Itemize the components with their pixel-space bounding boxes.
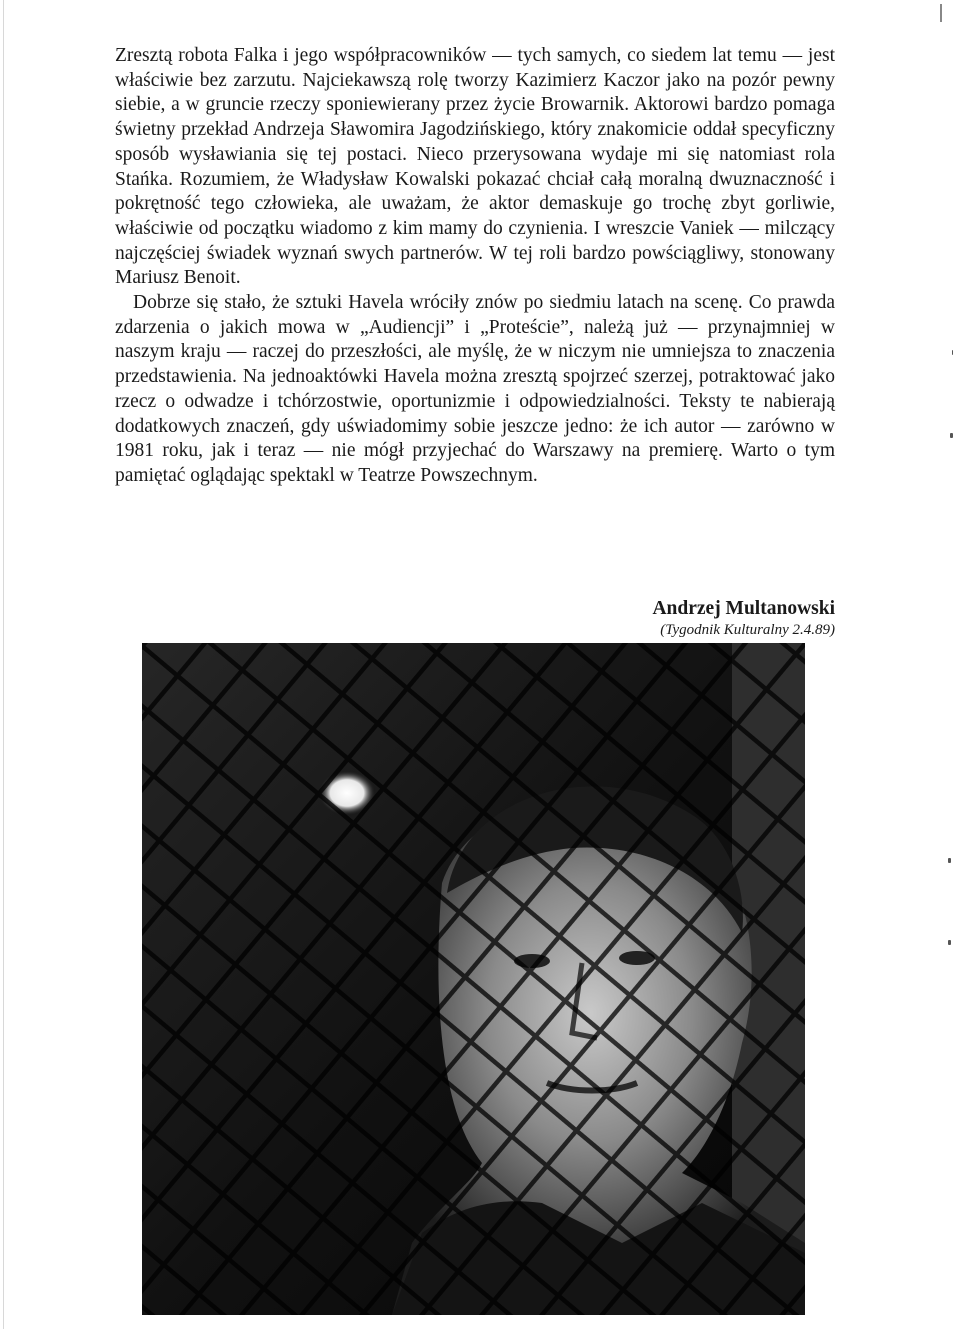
article-body bbox=[115, 44, 835, 489]
margin-mark bbox=[948, 858, 951, 863]
signature-block bbox=[652, 597, 835, 639]
paragraph: Dobrze się stało, że sztuki Havela wróciły znów po siedmiu latach na scenę. Co prawda zdarzenia o jakich mowa w „Audiencji” i „Proteście”, należą już — przynajmniej w naszym kraju — raczej do przeszłości, ale myślę, że w niczym nie umniejsza to znaczenia przedstawienia. Na jednoaktówki Havela można zresztą spojrzeć szerzej, potraktować jako rzecz o odwadze i tchórzostwie, oportunizmie i odpowiedzialności. Teksty te nabierają dodatkowych znaczeń, gdy uświadomimy sobie jeszcze jedno: że ich autor — zarówno w 1981 roku, jak i teraz — nie mógł przyjechać do Warszawy na premierę. Warto o tym pamiętać oglądając spektakl w Teatrze Powszechnym. bbox=[115, 292, 835, 486]
corner-mark bbox=[940, 4, 942, 22]
margin-mark bbox=[948, 940, 951, 945]
paragraph: Zresztą robota Falka i jego współpracowników — tych samych, co siedem lat temu — jest właściwie bez zarzutu. Najciekawszą rolę tworzy Kazimierz Kaczor jako na pozór pewny siebie, a w gruncie rzeczy sponiewierany przez życie Browarnik. Aktorowi bardzo pomaga świetny przekład Andrzeja Sławomira Jagodzińskiego, który znakomicie oddał specyficzny sposób wysławiania się tej postaci. Nieco przerysowana wydaje mi się natomiast rola Stańka. Rozumiem, że Władysław Kowalski pokazać chciał całą moralną dwuznaczność i pokrętność tego człowieka, ale uważam, że aktor demaskuje go trochę zbyt gorliwie, właściwie od początku wiadomo z kim mamy do czynienia. I wreszcie Vaniek — milczący najczęściej świadek wyznań swych partnerów. W tej roli bardzo powściągliwy, stonowany Mariusz Benoit. bbox=[115, 45, 835, 289]
author-name: Andrzej Multanowski bbox=[652, 598, 835, 619]
portrait-photo bbox=[142, 643, 805, 1315]
scan-edge-line bbox=[3, 0, 4, 1329]
source-citation: (Tygodnik Kulturalny 2.4.89) bbox=[660, 622, 835, 638]
